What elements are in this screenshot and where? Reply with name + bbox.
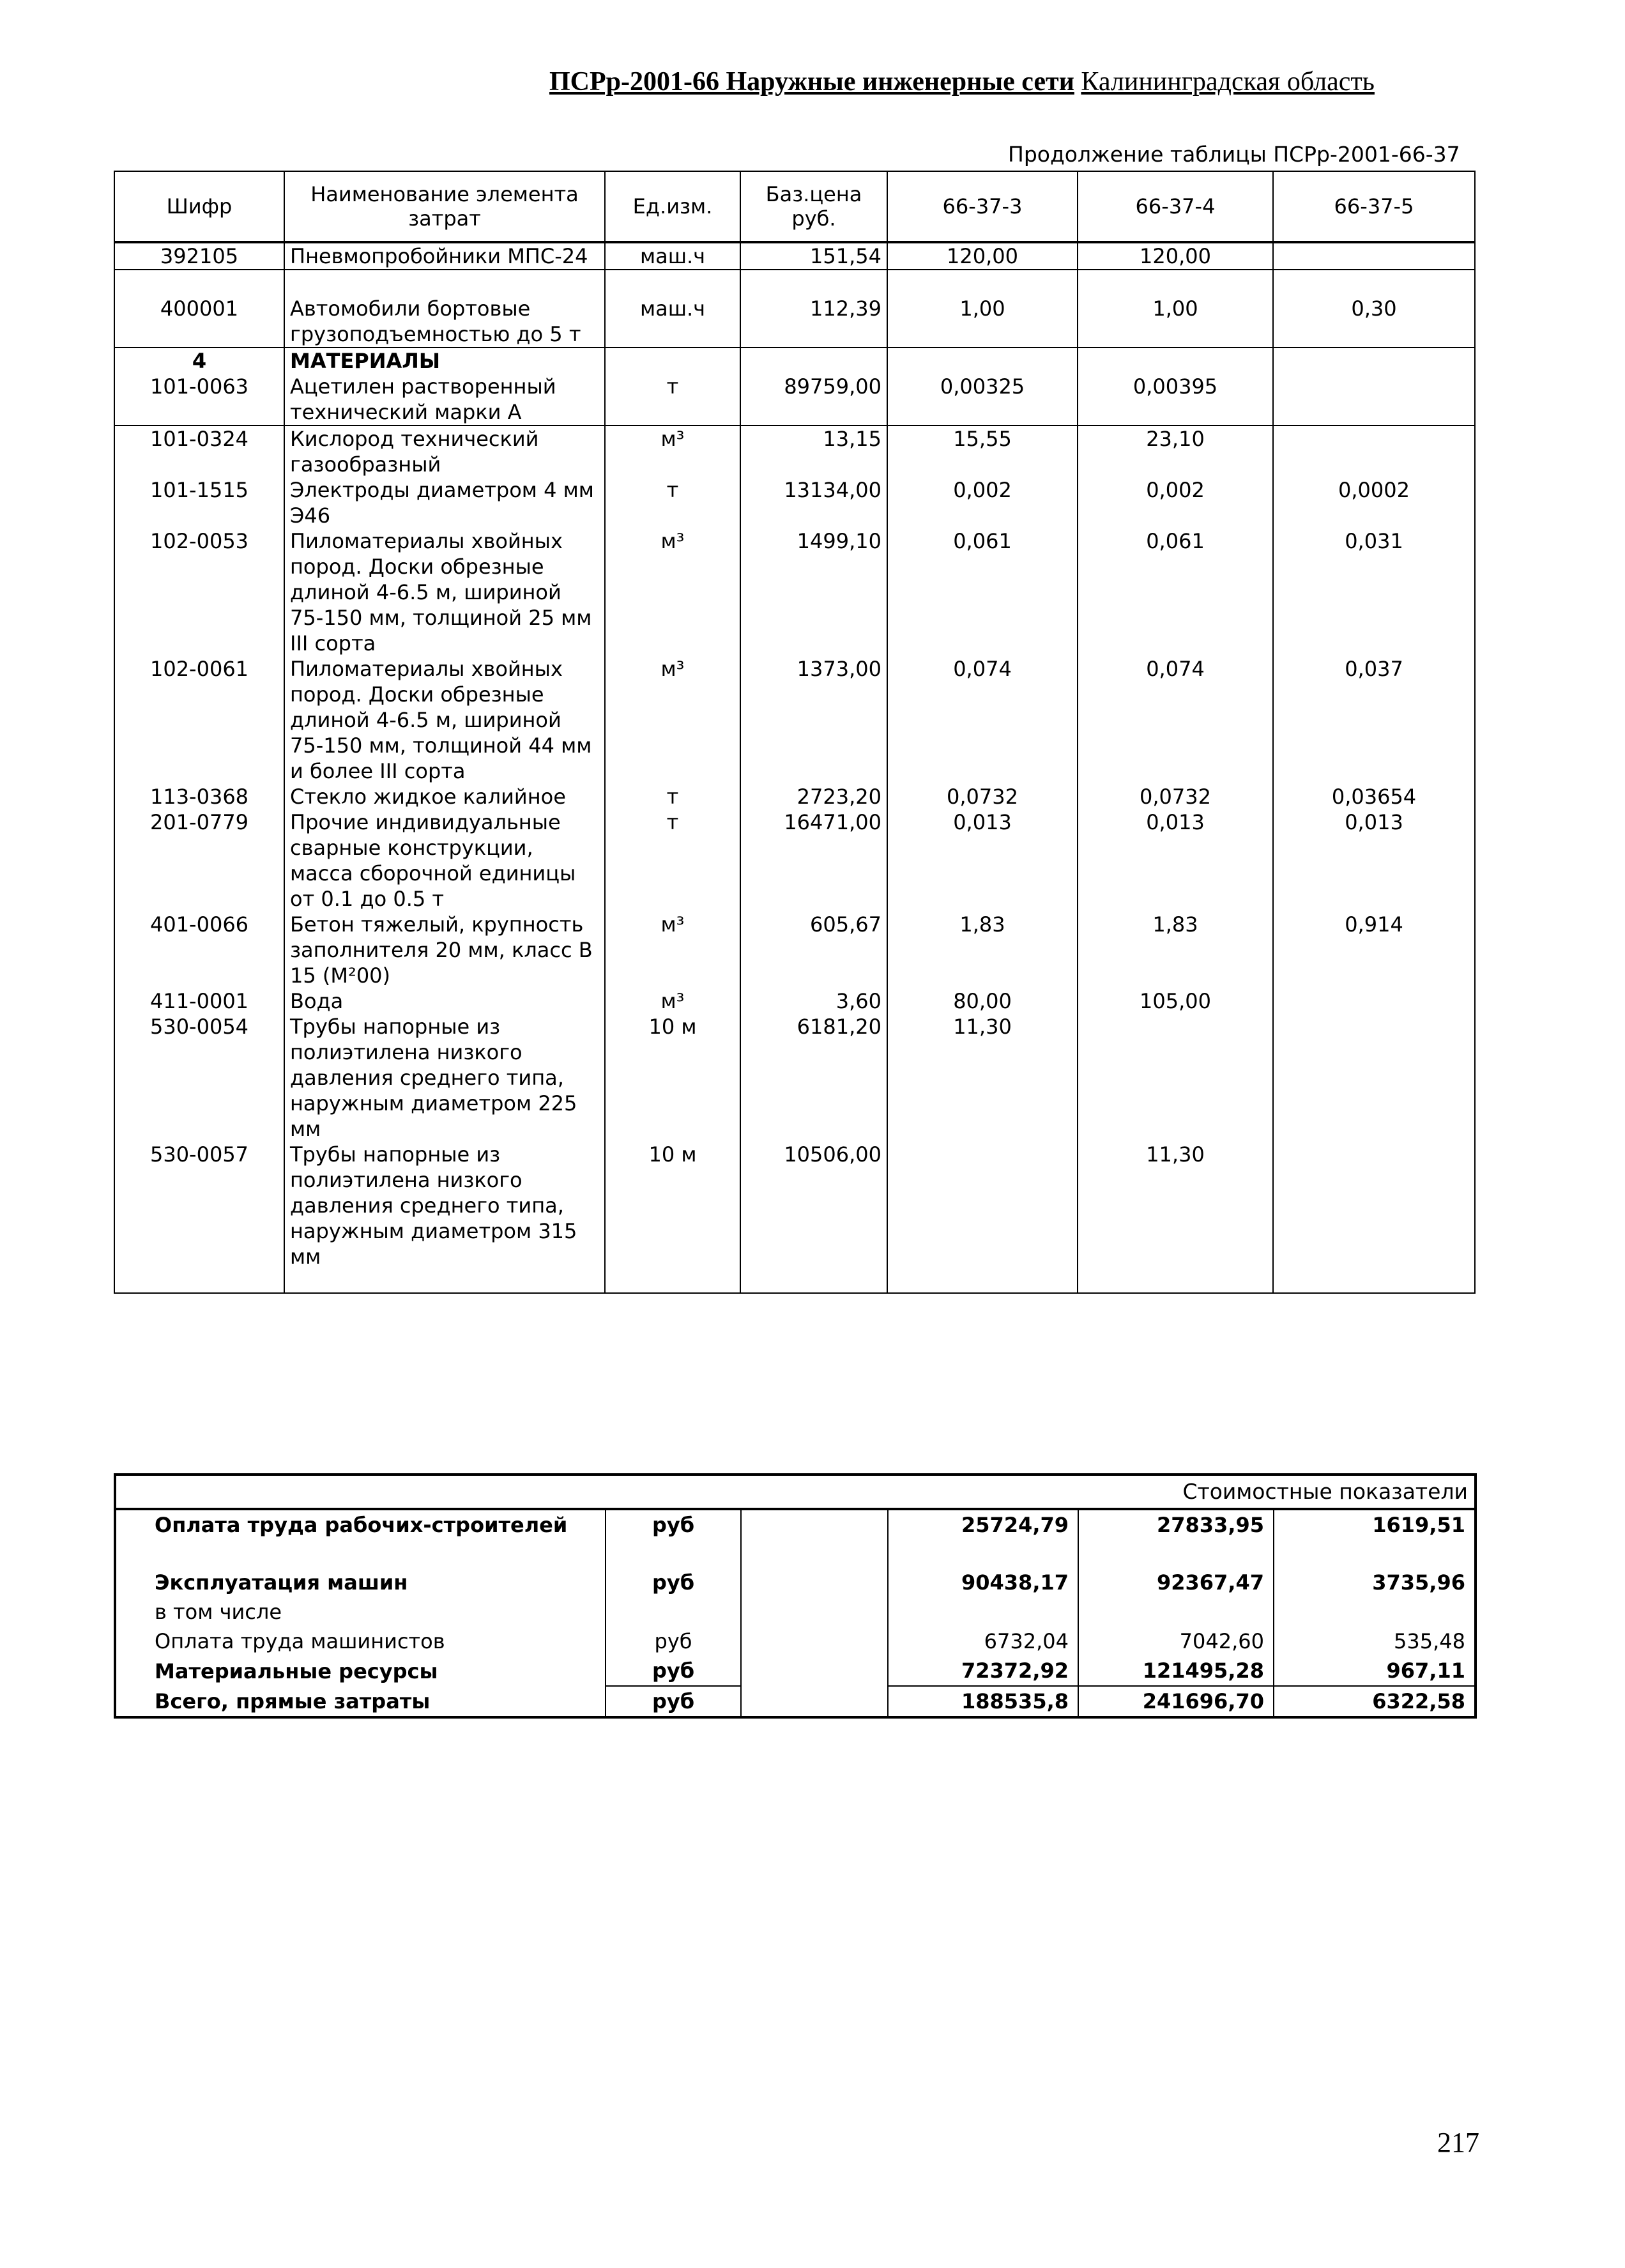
totals-66-37-3: 188535,8 (888, 1686, 1078, 1717)
table-row (114, 809, 1475, 912)
cell-name: Кислород технический газообразный (284, 425, 605, 477)
totals-66-37-4: 27833,95 (1078, 1509, 1274, 1540)
section-number: 4 (114, 348, 284, 374)
totals-66-37-4: 92367,47 (1078, 1568, 1274, 1597)
cell-unit: т (605, 809, 740, 912)
cell-66-37-5 (1273, 1014, 1475, 1142)
cell-unit: м³ (605, 912, 740, 988)
totals-unit (606, 1597, 741, 1627)
cell-unit: 10 м (605, 1014, 740, 1142)
totals-label: Материальные ресурсы (155, 1659, 438, 1683)
cell-unit: т (605, 374, 740, 425)
cell-price: 6181,20 (740, 1014, 887, 1142)
cell-price: 89759,00 (740, 374, 887, 425)
cell-code: 113-0368 (114, 784, 284, 809)
table-row (114, 1014, 1475, 1142)
cell-66-37-5 (1273, 988, 1475, 1014)
cell-unit: 10 м (605, 1142, 740, 1269)
cell-66-37-3: 11,30 (887, 1014, 1078, 1142)
column-header-66-37-3: 66-37-3 (887, 171, 1078, 242)
cell-code: 101-0324 (114, 425, 284, 477)
table-row (114, 988, 1475, 1014)
totals-row (115, 1627, 1476, 1656)
column-header-price: Баз.цена руб. (740, 171, 887, 242)
totals-66-37-3: 72372,92 (888, 1656, 1078, 1686)
cell-66-37-3: 120,00 (887, 242, 1078, 270)
cell-price: 112,39 (740, 296, 887, 348)
cell-66-37-5: 0,03654 (1273, 784, 1475, 809)
cell-name: Вода (284, 988, 605, 1014)
table-row (114, 425, 1475, 477)
totals-66-37-3: 6732,04 (888, 1627, 1078, 1656)
column-header-unit: Ед.изм. (605, 171, 740, 242)
cell-name: Трубы напорные из полиэтилена низкого давления среднего типа, наружным диаметром 315 мм (284, 1142, 605, 1269)
table-row (114, 477, 1475, 528)
continuation-note: Продолжение таблицы ПСРр-2001-66-37 (1008, 142, 1460, 167)
table-row (114, 242, 1475, 270)
totals-unit: руб (606, 1686, 741, 1717)
totals-row (115, 1597, 1476, 1627)
cell-unit: м³ (605, 528, 740, 656)
cell-66-37-5 (1273, 1142, 1475, 1269)
cell-name: Автомобили бортовые грузоподъемностью до 5 т (284, 296, 605, 348)
totals-unit: руб (606, 1656, 741, 1686)
cell-name: Пиломатериалы хвойных пород. Доски обрезные длиной 4-6.5 м, шириной 75-150 мм, толщиной 25 мм III сорта (284, 528, 605, 656)
cell-code: 411-0001 (114, 988, 284, 1014)
cell-name: Прочие индивидуальные сварные конструкции, масса сборочной единицы от 0.1 до 0.5 т (284, 809, 605, 912)
table-row (114, 784, 1475, 809)
column-header-name: Наименование элемента затрат (284, 171, 605, 242)
cell-price: 151,54 (740, 242, 887, 270)
cost-indicators-caption: Стоимостные показатели (115, 1475, 1476, 1509)
totals-label: Эксплуатация машин (155, 1570, 408, 1595)
cell-name: Пиломатериалы хвойных пород. Доски обрезные длиной 4-6.5 м, шириной 75-150 мм, толщиной 44 мм и более III сорта (284, 656, 605, 784)
cell-66-37-3: 1,00 (887, 296, 1078, 348)
totals-row (115, 1686, 1476, 1717)
cell-code: 530-0054 (114, 1014, 284, 1142)
cell-unit: м³ (605, 988, 740, 1014)
cell-price: 1373,00 (740, 656, 887, 784)
cell-66-37-3: 80,00 (887, 988, 1078, 1014)
cell-66-37-3: 0,002 (887, 477, 1078, 528)
totals-row-spacer (115, 1540, 1476, 1568)
cell-unit: м³ (605, 425, 740, 477)
cell-66-37-5: 0,031 (1273, 528, 1475, 656)
cell-price: 3,60 (740, 988, 887, 1014)
totals-label: в том числе (155, 1600, 282, 1624)
cell-price: 16471,00 (740, 809, 887, 912)
cell-price: 1499,10 (740, 528, 887, 656)
cell-66-37-5 (1273, 374, 1475, 425)
totals-66-37-4 (1078, 1597, 1274, 1627)
totals-66-37-5: 3735,96 (1274, 1568, 1476, 1597)
totals-unit: руб (606, 1568, 741, 1597)
totals-66-37-3: 90438,17 (888, 1568, 1078, 1597)
cell-code: 102-0061 (114, 656, 284, 784)
cell-66-37-5: 0,037 (1273, 656, 1475, 784)
table-section-row (114, 348, 1475, 374)
table-row (114, 1142, 1475, 1269)
cell-name: Бетон тяжелый, крупность заполнителя 20 мм, класс В 15 (М²00) (284, 912, 605, 988)
totals-row (115, 1568, 1476, 1597)
cell-price: 10506,00 (740, 1142, 887, 1269)
cell-code: 392105 (114, 242, 284, 270)
document-region: Калининградская область (1081, 67, 1375, 96)
cell-66-37-4: 0,002 (1078, 477, 1273, 528)
totals-66-37-3 (888, 1597, 1078, 1627)
column-header-66-37-5: 66-37-5 (1273, 171, 1475, 242)
cell-66-37-5 (1273, 242, 1475, 270)
cell-price: 13134,00 (740, 477, 887, 528)
totals-66-37-5: 535,48 (1274, 1627, 1476, 1656)
totals-66-37-4: 121495,28 (1078, 1656, 1274, 1686)
totals-66-37-5: 1619,51 (1274, 1509, 1476, 1540)
cell-unit: маш.ч (605, 296, 740, 348)
cell-code: 530-0057 (114, 1142, 284, 1269)
cell-name: Стекло жидкое калийное (284, 784, 605, 809)
cell-66-37-5: 0,914 (1273, 912, 1475, 988)
table-row (114, 656, 1475, 784)
totals-66-37-4: 241696,70 (1078, 1686, 1274, 1717)
cell-unit: м³ (605, 656, 740, 784)
totals-label: Оплата труда машинистов (155, 1629, 445, 1653)
cell-code: 201-0779 (114, 809, 284, 912)
cell-unit: т (605, 477, 740, 528)
totals-unit: руб (606, 1627, 741, 1656)
cell-66-37-3: 0,00325 (887, 374, 1078, 425)
cell-code: 401-0066 (114, 912, 284, 988)
cell-66-37-4: 0,061 (1078, 528, 1273, 656)
cell-code: 101-1515 (114, 477, 284, 528)
cell-66-37-4: 1,00 (1078, 296, 1273, 348)
table-row-spacer (114, 1269, 1475, 1293)
norms-table (114, 171, 1476, 1294)
cell-66-37-4: 0,00395 (1078, 374, 1273, 425)
table-row (114, 912, 1475, 988)
cell-66-37-4: 1,83 (1078, 912, 1273, 988)
totals-66-37-4: 7042,60 (1078, 1627, 1274, 1656)
totals-label: Оплата труда рабочих-строителей (155, 1513, 568, 1537)
cell-66-37-3: 0,013 (887, 809, 1078, 912)
table-row (114, 296, 1475, 348)
cell-name: Ацетилен растворенный технический марки А (284, 374, 605, 425)
cell-66-37-4: 0,0732 (1078, 784, 1273, 809)
cell-66-37-5: 0,0002 (1273, 477, 1475, 528)
table-row (114, 528, 1475, 656)
cell-code: 101-0063 (114, 374, 284, 425)
totals-66-37-5: 967,11 (1274, 1656, 1476, 1686)
cell-66-37-3: 1,83 (887, 912, 1078, 988)
cell-66-37-5 (1273, 425, 1475, 477)
cell-66-37-4: 11,30 (1078, 1142, 1273, 1269)
cell-price: 605,67 (740, 912, 887, 988)
cell-66-37-5: 0,30 (1273, 296, 1475, 348)
totals-label: Всего, прямые затраты (155, 1689, 431, 1713)
totals-row (115, 1656, 1476, 1686)
cell-code: 400001 (114, 296, 284, 348)
cell-name: Электроды диаметром 4 мм Э46 (284, 477, 605, 528)
cell-code: 102-0053 (114, 528, 284, 656)
cell-66-37-4: 23,10 (1078, 425, 1273, 477)
table-header-row (114, 171, 1475, 242)
cell-price: 13,15 (740, 425, 887, 477)
cell-name: Трубы напорные из полиэтилена низкого давления среднего типа, наружным диаметром 225 мм (284, 1014, 605, 1142)
totals-66-37-5: 6322,58 (1274, 1686, 1476, 1717)
cell-66-37-3 (887, 1142, 1078, 1269)
column-header-code: Шифр (114, 171, 284, 242)
cell-66-37-4: 0,074 (1078, 656, 1273, 784)
cell-66-37-3: 15,55 (887, 425, 1078, 477)
table-row (114, 374, 1475, 425)
section-title: МАТЕРИАЛЫ (284, 348, 605, 374)
cell-unit: т (605, 784, 740, 809)
cell-66-37-4: 120,00 (1078, 242, 1273, 270)
cell-66-37-5: 0,013 (1273, 809, 1475, 912)
cell-66-37-3: 0,0732 (887, 784, 1078, 809)
table-row-spacer (114, 270, 1475, 296)
cell-66-37-4: 105,00 (1078, 988, 1273, 1014)
cell-66-37-3: 0,061 (887, 528, 1078, 656)
totals-row (115, 1509, 1476, 1540)
page-number: 217 (1437, 2127, 1479, 2158)
column-header-66-37-4: 66-37-4 (1078, 171, 1273, 242)
cell-66-37-3: 0,074 (887, 656, 1078, 784)
cell-66-37-4 (1078, 1014, 1273, 1142)
document-title: ПСРр-2001-66 Наружные инженерные сети (549, 67, 1074, 96)
totals-66-37-5 (1274, 1597, 1476, 1627)
cell-66-37-4: 0,013 (1078, 809, 1273, 912)
cell-unit: маш.ч (605, 242, 740, 270)
cell-name: Пневмопробойники МПС-24 (284, 242, 605, 270)
cost-indicators-table (114, 1473, 1477, 1719)
page-header (549, 66, 1469, 97)
totals-66-37-3: 25724,79 (888, 1509, 1078, 1540)
totals-unit: руб (606, 1509, 741, 1540)
cost-indicators-caption-row (115, 1475, 1476, 1509)
cell-price: 2723,20 (740, 784, 887, 809)
